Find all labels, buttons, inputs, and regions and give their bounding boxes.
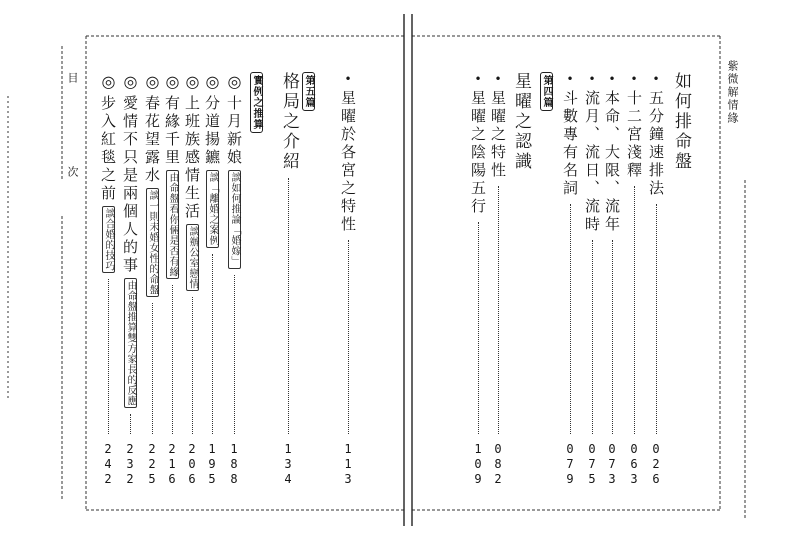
entry-title: 步入紅毯之前 <box>99 95 117 203</box>
page-number: 113 <box>341 442 355 487</box>
dot-leader <box>192 297 193 434</box>
entry-note: 談一則未婚女性的命盤 <box>147 190 158 295</box>
page-number: 188 <box>227 442 241 487</box>
entry-title: 格局之介紹 <box>279 72 299 172</box>
entry-title: 斗數專有名詞 <box>561 90 579 198</box>
entry-title: 第五篇 <box>302 72 315 111</box>
dot-leader <box>612 240 613 434</box>
entry-title: 星曜之認識 <box>511 72 531 172</box>
dot-leader <box>656 204 657 434</box>
entry-title: 上班族感情生活 <box>183 95 201 221</box>
entry-title: 十月新娘 <box>225 95 243 167</box>
bullet-icon: • <box>563 72 577 86</box>
page-number: 082 <box>491 442 505 487</box>
entry-note: 談合婚的技巧 <box>103 208 114 271</box>
bullet-icon: • <box>471 72 485 86</box>
entry-title: 春花望露水 <box>143 95 161 185</box>
page-number: 206 <box>185 442 199 487</box>
page-number: 216 <box>165 442 179 487</box>
diamond-bullet-icon: ◎ <box>225 72 244 91</box>
book-title: 紫微解情緣 <box>726 60 739 125</box>
entry-title: 實例之推算 <box>250 72 263 133</box>
dot-leader <box>498 186 499 434</box>
diamond-bullet-icon: ◎ <box>143 72 162 91</box>
page-number: 225 <box>145 442 159 487</box>
bullet-icon: • <box>627 72 641 86</box>
page-number: 073 <box>605 442 619 487</box>
toc-label-bottom: 次 <box>66 166 79 179</box>
bullet-icon: • <box>649 72 663 86</box>
entry-title: 星曜之特性 <box>489 90 507 180</box>
dot-leader <box>152 303 153 434</box>
dot-leader <box>234 275 235 435</box>
page-number: 075 <box>585 442 599 487</box>
diamond-bullet-icon: ◎ <box>121 72 140 91</box>
diamond-bullet-icon: ◎ <box>99 72 118 91</box>
page-number: 242 <box>101 442 115 487</box>
entry-note: 談「離婚之案例 <box>207 172 218 246</box>
diamond-bullet-icon: ◎ <box>183 72 202 91</box>
entry-title: 星曜於各宮之特性 <box>339 90 357 234</box>
page-number: 079 <box>563 442 577 487</box>
page-number: 026 <box>649 442 663 487</box>
dot-leader <box>108 279 109 434</box>
entry-title: 星曜之陰陽五行 <box>469 90 487 216</box>
dot-leader <box>634 186 635 434</box>
bullet-icon: • <box>585 72 599 86</box>
entry-title: 有緣千里 <box>163 95 181 167</box>
dot-leader <box>348 240 349 434</box>
dot-leader <box>212 254 213 435</box>
bullet-icon: • <box>341 72 355 86</box>
page-number: 063 <box>627 442 641 487</box>
page-number: 109 <box>471 442 485 487</box>
dot-leader <box>592 240 593 434</box>
entry-title: 五分鐘速排法 <box>647 90 665 198</box>
entry-note: 談辦公室戀情 <box>187 226 198 289</box>
entry-title: 如何排命盤 <box>671 72 691 172</box>
page-number: 195 <box>205 442 219 487</box>
page-number: 232 <box>123 442 137 487</box>
bullet-icon: • <box>605 72 619 86</box>
diamond-bullet-icon: ◎ <box>203 72 222 91</box>
dot-leader <box>172 285 173 434</box>
dot-leader <box>288 178 289 434</box>
entry-note: 談如何推論「婚嫁」 <box>229 172 240 267</box>
dot-leader <box>130 414 131 434</box>
entry-note: 由命盤看你倆是否有緣 <box>167 172 178 277</box>
entry-title: 流月、流日、流時 <box>583 90 601 234</box>
entry-title: 十二宮淺釋 <box>625 90 643 180</box>
diamond-bullet-icon: ◎ <box>163 72 182 91</box>
dot-leader <box>570 204 571 434</box>
bullet-icon: • <box>491 72 505 86</box>
dot-leader <box>478 222 479 434</box>
entry-title: 本命、大限、流年 <box>603 90 621 234</box>
entry-title: 分道揚鑣 <box>203 95 221 167</box>
entry-title: 愛情不只是兩個人的事 <box>121 95 139 275</box>
page-number: 134 <box>281 442 295 487</box>
entry-title: 第四篇 <box>540 72 553 111</box>
toc-label-top: 目 <box>66 72 79 85</box>
entry-note: 由命盤推算雙方家長的反應 <box>125 280 136 406</box>
